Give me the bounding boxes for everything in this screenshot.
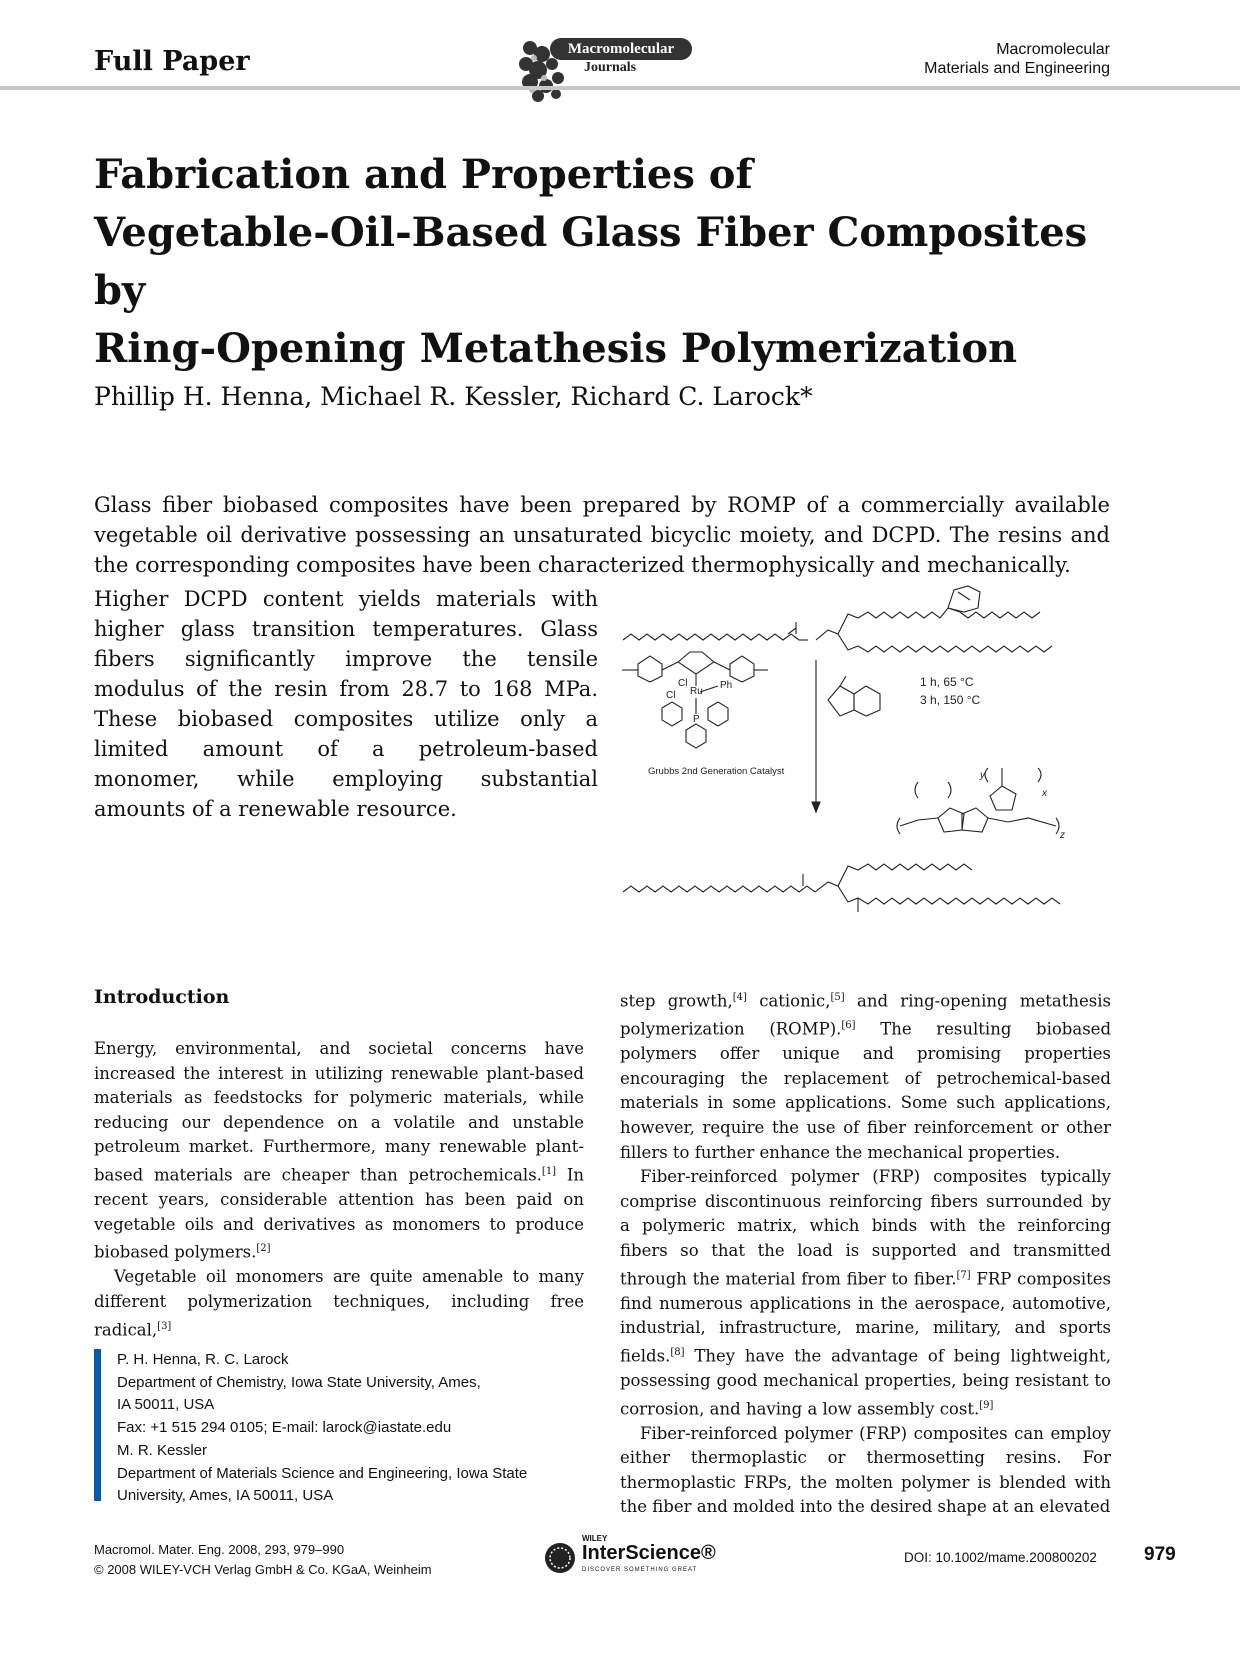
left-column: [94, 1037, 584, 1343]
paragraph: Fiber-reinforced polymer (FRP) composites can employ either thermoplastic or thermosetting resins. For thermoplastic FRPs, the molten polymer is blended with the fiber and molded into the desired shape at an elevated: [620, 1423, 1111, 1517]
affiliation-box: [94, 1349, 591, 1505]
affiliation-line: Fax: +1 515 294 0105; E-mail: larock@iastate.edu: [117, 1419, 452, 1437]
paper-title: [94, 146, 1144, 378]
paragraph: Fiber-reinforced polymer (FRP) composites typically comprise discontinuous reinforcing fibers surrounded by a polymeric matrix, which binds with the reinforcing fibers so that the load is supported and transmitted through the material from fiber to fiber.[7] FRP composites find numerous applications in the aerospace, automotive, industrial, infrastructure, marine, military, and sports fields.[8] They have the advantage of being lightweight, possessing good mechanical properties, being resistant to corrosion, and having a low assembly cost.[9]: [620, 1167, 1111, 1418]
citation: Macromol. Mater. Eng. 2008, 293, 979–990: [94, 1542, 345, 1557]
affiliation-line: P. H. Henna, R. C. Larock: [117, 1351, 289, 1368]
journal-name-line2: Materials and Engineering: [924, 60, 1110, 77]
condition-2: 3 h, 150 °C: [920, 693, 981, 707]
globe-icon: [542, 1540, 578, 1576]
publisher-name: InterScience®: [582, 1542, 716, 1564]
abstract-top: Glass fiber biobased composites have been prepared by ROMP of a commercially available vegetable oil derivative possessing an unsaturated bicyclic moiety, and DCPD. The resins and the corresponding composites have been characterized thermophysically and mechanically.: [94, 493, 1110, 577]
journal-name-line1: Macromolecular: [996, 41, 1110, 58]
journal-logo: [512, 34, 694, 106]
logo-top-text: Macromolecular: [550, 38, 692, 60]
section-heading: Introduction: [94, 986, 230, 1008]
copyright: © 2008 WILEY-VCH Verlag GmbH & Co. KGaA, Weinheim: [94, 1562, 432, 1577]
monomer-chain-2: [816, 608, 960, 640]
subscript-y: y: [980, 770, 985, 781]
section-label: Full Paper: [94, 46, 250, 77]
condition-1: 1 h, 65 °C: [920, 675, 974, 689]
right-column: [620, 986, 1111, 1520]
journal-name: [810, 40, 1110, 78]
monomer-chain-3: [838, 634, 1052, 652]
catalyst-label: Grubbs 2nd Generation Catalyst: [648, 766, 785, 777]
reaction-scheme: [618, 582, 1098, 942]
grubbs-catalyst: [622, 652, 768, 748]
affiliation-line: Department of Materials Science and Engineering, Iowa State: [117, 1464, 528, 1482]
publisher-small: WILEY: [582, 1534, 608, 1543]
paragraph: Vegetable oil monomers are quite amenable to many different polymerization techniques, including free radical,[3]: [94, 1267, 584, 1340]
footer-citation-block: [94, 1540, 432, 1580]
polymer-product: [897, 768, 1059, 834]
subscript-x: x: [1042, 788, 1047, 799]
doi: DOI: 10.1002/mame.200800202: [904, 1550, 1097, 1565]
subscript-z: z: [1060, 830, 1065, 841]
title-line: Vegetable-Oil-Based Glass Fiber Composites by: [94, 209, 1088, 314]
publisher-logo: [542, 1534, 732, 1582]
atom-p: P: [693, 714, 700, 725]
atom-cl1: Cl: [678, 678, 688, 689]
header-rule: [0, 86, 1240, 90]
norbornene-ring: [948, 586, 980, 612]
affiliation-line: M. R. Kessler: [117, 1441, 208, 1459]
affiliation-line: IA 50011, USA: [117, 1396, 215, 1414]
atom-cl2: Cl: [666, 690, 676, 701]
publisher-tagline: DISCOVER SOMETHING GREAT: [582, 1567, 698, 1573]
paragraph: Energy, environmental, and societal concerns have increased the interest in utilizing renewable plant-based materials as feedstocks for polymeric materials, while reducing our dependence on a volatile and unstable petroleum market. Furthermore, many renewable plant-based materials are cheaper than petrochemicals.[1] In recent years, considerable attention has been paid on vegetable oils and derivatives as monomers to produce biobased polymers.[2]: [94, 1039, 584, 1262]
atom-ru: Ru: [690, 686, 703, 697]
atom-ph: Ph: [720, 680, 733, 691]
monomer-chain-1: [623, 634, 799, 640]
affiliation-line: University, Ames, IA 50011, USA: [117, 1487, 334, 1505]
page-number: 979: [1144, 1544, 1176, 1565]
product-chain-1: [623, 886, 815, 892]
dcpd-structure: [828, 686, 854, 716]
author-list: Phillip H. Henna, Michael R. Kessler, Richard C. Larock*: [94, 382, 813, 411]
title-line: Fabrication and Properties of: [94, 151, 753, 198]
abstract-lower: Higher DCPD content yields materials with higher glass transition temperatures. Glass fibers significantly improve the tensile modulus of the resin from 28.7 to 168 MPa. These biobased composites utilize only a limited amount of a petroleum-based monomer, while employing substantial amounts of a renewable resource.: [94, 587, 598, 821]
affiliation-line: Department of Chemistry, Iowa State University, Ames,: [117, 1373, 481, 1391]
product-chain-3: [838, 886, 1060, 904]
paragraph: step growth,[4] cationic,[5] and ring-opening metathesis polymerization (ROMP).[6] The resulting biobased polymers offer unique and promising properties encouraging the replacement of petrochemical-based materials in some applications. Some such applications, however, require the use of fiber reinforcement or other fillers to further enhance the mechanical properties.: [620, 991, 1111, 1162]
logo-bottom-text: Journals: [584, 60, 637, 75]
title-line: Ring-Opening Metathesis Polymerization: [94, 325, 1018, 372]
